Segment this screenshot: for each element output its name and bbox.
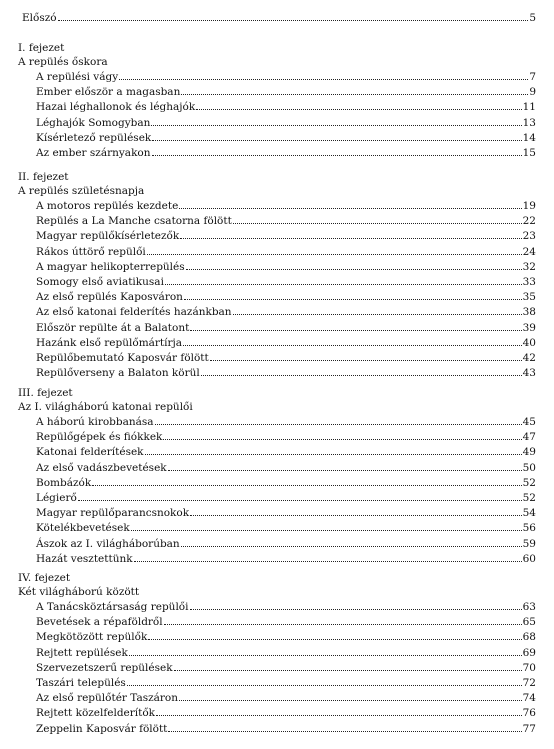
dot-leader <box>186 269 522 270</box>
toc-entry-title: A Tanácsköztársaság repülői <box>36 601 189 613</box>
toc-entry[interactable] <box>36 446 536 459</box>
toc-entry-page: 39 <box>522 321 536 334</box>
toc-entry-title: Repülőverseny a Balaton körül <box>36 367 200 380</box>
toc-entry-page: 5 <box>529 12 536 24</box>
toc-entry-title: Repülőbemutató Kaposvár fölött <box>36 352 209 364</box>
toc-entry-page: 54 <box>522 507 536 520</box>
dot-leader <box>190 330 521 331</box>
toc-entry[interactable] <box>36 507 536 520</box>
toc-entry[interactable] <box>36 367 536 380</box>
dot-leader <box>152 155 522 156</box>
dot-leader <box>210 360 522 361</box>
dot-leader <box>152 140 521 141</box>
toc-entry[interactable] <box>36 723 536 736</box>
toc-entry-title: Rejtett repülések <box>36 646 128 659</box>
toc-entry-page: 43 <box>522 367 536 380</box>
toc-entry[interactable] <box>36 117 536 130</box>
dot-leader <box>145 454 522 455</box>
toc-entry-page: 38 <box>522 306 536 319</box>
dot-leader <box>168 731 521 732</box>
dot-leader <box>201 375 522 376</box>
toc-entry[interactable] <box>36 291 536 304</box>
dot-leader <box>233 223 522 224</box>
dot-leader <box>184 299 522 300</box>
toc-entry-title: Repülés a La Manche csatorna fölött <box>36 215 232 228</box>
toc-entry[interactable] <box>36 306 536 319</box>
toc-entry[interactable] <box>36 677 536 690</box>
toc-entry[interactable] <box>36 261 536 274</box>
toc-entry[interactable] <box>36 492 536 505</box>
chapter-title: Két világháború között <box>18 586 140 598</box>
toc-entry-title: Az első katonai felderítés hazánkban <box>36 306 232 319</box>
toc-entry-page: 45 <box>522 416 536 428</box>
dot-leader <box>151 125 521 126</box>
toc-entry-page: 50 <box>522 461 536 474</box>
dot-leader <box>196 109 521 110</box>
toc-entry-title: A magyar helikopterrepülés <box>36 260 185 273</box>
toc-entry-page: 23 <box>522 230 536 243</box>
dot-leader <box>163 439 521 440</box>
toc-entry[interactable] <box>36 692 536 705</box>
dot-leader <box>164 624 522 625</box>
dot-leader <box>148 639 521 640</box>
dot-leader <box>127 685 522 686</box>
toc-entry-page: 42 <box>522 352 536 364</box>
dot-leader <box>190 609 522 610</box>
chapter-number: IV. fejezet <box>18 572 71 584</box>
toc-entry[interactable] <box>36 337 536 350</box>
toc-entry-page: 69 <box>522 646 536 659</box>
toc-entry-page: 52 <box>522 476 536 489</box>
toc-entry[interactable] <box>36 322 536 335</box>
dot-leader <box>180 238 521 239</box>
toc-entry-page: 35 <box>522 291 536 304</box>
dot-leader <box>78 500 522 501</box>
toc-entry-page: 68 <box>522 631 536 644</box>
toc-entry-page: 74 <box>522 692 536 705</box>
toc-entry-page: 40 <box>522 336 536 349</box>
dot-leader <box>119 79 528 80</box>
dot-leader <box>181 546 522 547</box>
toc-entry-title: Hazát vesztettünk <box>36 552 133 565</box>
toc-entry-page: 13 <box>522 116 536 129</box>
toc-entry-page: 72 <box>522 677 536 689</box>
toc-entry-page: 9 <box>529 86 536 99</box>
toc-entry-title: A repülési vágy <box>36 71 119 83</box>
toc-entry-page: 11 <box>522 101 536 114</box>
toc-entry-title: Kötelékbevetések <box>36 522 130 535</box>
toc-entry-title: Előszó <box>22 12 57 24</box>
toc-entry[interactable] <box>36 276 536 289</box>
toc-entry[interactable] <box>36 662 536 675</box>
toc-entry-page: 52 <box>522 492 536 504</box>
dot-leader <box>131 530 522 531</box>
toc-entry[interactable] <box>36 616 536 629</box>
toc-entry-title: Kísérletező repülések <box>36 131 152 144</box>
toc-entry-page: 63 <box>522 601 536 613</box>
dot-leader <box>129 655 522 656</box>
toc-entry-title: Taszári település <box>36 677 126 689</box>
toc-entry-page: 24 <box>522 245 536 258</box>
chapter-title: A repülés őskora <box>18 56 108 68</box>
toc-entry[interactable] <box>36 147 536 160</box>
toc-entry[interactable] <box>36 352 536 365</box>
dot-leader <box>156 715 522 716</box>
toc-entry-page: 15 <box>522 147 536 159</box>
toc-entry[interactable] <box>36 230 536 243</box>
chapter-title: Az I. világháború katonai repülői <box>18 401 193 413</box>
toc-entry[interactable] <box>36 553 536 566</box>
toc-entry-page: 14 <box>522 131 536 144</box>
toc-entry[interactable] <box>36 86 536 99</box>
toc-entry-title: Az első vadászbevetések <box>36 461 167 474</box>
toc-entry-title: A háború kirobbanása <box>36 416 154 428</box>
toc-entry-page: 32 <box>522 260 536 273</box>
toc-entry[interactable] <box>36 246 536 259</box>
toc-entry[interactable] <box>36 601 536 614</box>
toc-entry-page: 19 <box>522 200 536 212</box>
toc-entry-page: 49 <box>522 446 536 459</box>
toc-entry[interactable] <box>36 71 536 84</box>
dot-leader <box>165 284 522 285</box>
toc-entry[interactable] <box>36 647 536 660</box>
toc-entry-intro[interactable] <box>22 12 536 25</box>
toc-entry-page: 70 <box>522 661 536 674</box>
toc-entry-title: Zeppelin Kaposvár fölött <box>36 722 168 735</box>
toc-entry-title: Rákos úttörő repülői <box>36 245 146 258</box>
toc-entry-page: 65 <box>522 616 536 629</box>
dot-leader <box>190 515 522 516</box>
toc-entry-title: Ember először a magasban <box>36 86 181 99</box>
toc-entry-title: Somogy első aviatikusai <box>36 276 164 288</box>
toc-entry-title: Bevetések a répaföldről <box>36 616 163 629</box>
toc-entry-title: Az első repülőtér Taszáron <box>36 692 178 705</box>
toc-entry-title: Először repülte át a Balatont <box>36 321 190 334</box>
dot-leader <box>168 470 522 471</box>
toc-entry[interactable] <box>36 215 536 228</box>
toc-entry-page: 59 <box>522 537 536 550</box>
dot-leader <box>233 314 522 315</box>
dot-leader <box>183 345 522 346</box>
toc-entry[interactable] <box>36 707 536 720</box>
toc-entry-title: Repülőgépek és fiókkek <box>36 431 163 444</box>
toc-entry-title: Légierő <box>36 492 77 504</box>
chapter-number: II. fejezet <box>18 171 69 183</box>
toc-entry-title: Katonai felderítések <box>36 446 144 459</box>
toc-entry-title: Magyar repülőkísérletezők <box>36 230 180 243</box>
dot-leader <box>134 561 522 562</box>
toc-entry[interactable] <box>36 431 536 444</box>
toc-entry-title: Bombázók <box>36 476 92 489</box>
chapter-number: III. fejezet <box>18 387 73 399</box>
chapter-title: A repülés születésnapja <box>18 185 145 197</box>
toc-entry-title: Hazánk első repülőmártírja <box>36 336 183 349</box>
toc-entry-title: Hazai léghallonok és léghajók <box>36 101 196 114</box>
toc-entry-title: Megkötözött repülők <box>36 631 148 644</box>
toc-entry[interactable] <box>36 538 536 551</box>
toc-entry-title: Rejtett közelfelderítők <box>36 707 156 720</box>
toc-entry[interactable] <box>36 462 536 475</box>
toc-entry[interactable] <box>36 631 536 644</box>
dot-leader <box>92 485 521 486</box>
toc-entry-page: 7 <box>529 71 536 83</box>
toc-entry-page: 33 <box>522 276 536 288</box>
chapter-number: I. fejezet <box>18 42 65 54</box>
toc-entry[interactable] <box>36 522 536 535</box>
dot-leader <box>58 20 529 21</box>
dot-leader <box>147 254 522 255</box>
toc-entry[interactable] <box>36 477 536 490</box>
toc-entry-title: Léghajók Somogyban <box>36 116 151 129</box>
toc-entry[interactable] <box>36 416 536 429</box>
toc-entry-page: 77 <box>522 722 536 735</box>
toc-entry-page: 76 <box>522 707 536 720</box>
toc-entry-page: 22 <box>522 215 536 228</box>
toc-entry[interactable] <box>36 132 536 145</box>
toc-entry-title: Ászok az I. világháborúban <box>36 537 180 550</box>
dot-leader <box>174 670 522 671</box>
toc-entry-title: A motoros repülés kezdete <box>36 200 179 212</box>
dot-leader <box>155 424 522 425</box>
toc-entry-page: 47 <box>522 431 536 444</box>
toc-entry-title: Az első repülés Kaposváron <box>36 291 183 304</box>
dot-leader <box>179 700 522 701</box>
toc-entry-page: 56 <box>522 522 536 535</box>
toc-entry-title: Az ember szárnyakon <box>36 147 151 159</box>
toc-entry-title: Szervezetszerű repülések <box>36 661 173 674</box>
toc-entry[interactable] <box>36 200 536 213</box>
dot-leader <box>181 94 528 95</box>
dot-leader <box>179 208 521 209</box>
toc-entry-title: Magyar repülőparancsnokok <box>36 507 190 520</box>
toc-entry-page: 60 <box>522 552 536 565</box>
toc-entry[interactable] <box>36 101 536 114</box>
